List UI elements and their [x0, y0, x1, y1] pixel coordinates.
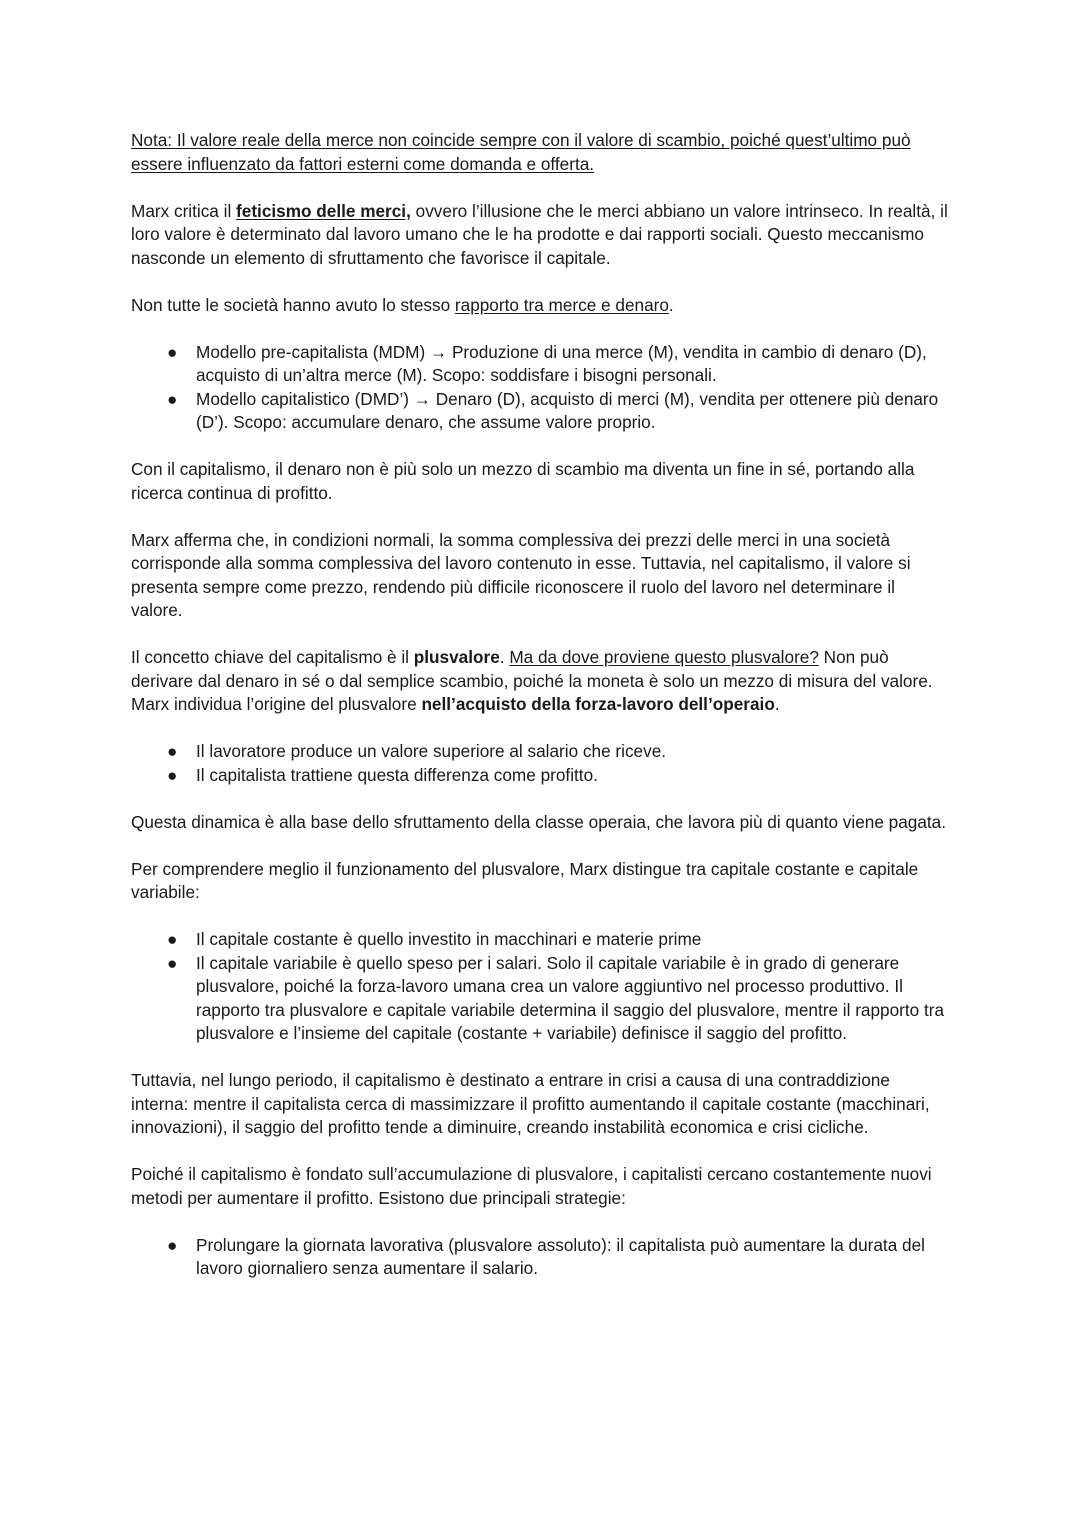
list-item — [131, 764, 951, 788]
plusvalore-post: . — [774, 694, 780, 714]
plusvalore-question: Ma da dove proviene questo plusvalore? — [509, 647, 819, 667]
strategie-list — [131, 1234, 951, 1281]
list-item — [131, 952, 951, 1046]
bullet-icon: ● — [167, 741, 178, 761]
list-item — [131, 928, 951, 952]
bullet-icon: ● — [167, 388, 178, 409]
feticismo-pre: Marx critica il — [131, 200, 237, 221]
list-item — [131, 1234, 951, 1281]
nota-paragraph — [131, 129, 951, 176]
modelli-list — [131, 341, 951, 435]
document-page — [131, 129, 951, 1304]
list-item-text: Prolungare la giornata lavorativa (plusvalore assoluto): il capitalista può aumentare la durata del lavoro giornaliero senza aumentare il salario. — [196, 1234, 925, 1278]
lavoratore-list — [131, 740, 951, 787]
rapporto-post: . — [668, 294, 674, 315]
list-item-text: Il capitalista trattiene questa differenza come profitto. — [196, 764, 598, 785]
feticismo-paragraph — [131, 200, 951, 271]
rapporto-underlined: rapporto tra merce e denaro — [454, 294, 669, 315]
distinzione-paragraph: Per comprendere meglio il funzionamento del plusvalore, Marx distingue tra capitale costante e capitale variabile: — [131, 858, 919, 902]
list-item — [131, 341, 951, 388]
rapporto-pre: Non tutte le società hanno avuto lo stesso — [131, 294, 455, 315]
plusvalore-paragraph — [131, 646, 951, 717]
list-item-text: Modello capitalistico (DMD’) → Denaro (D), acquisto di merci (M), vendita per ottenere più denaro (D’). Scopo: accumulare denaro, che assume valore proprio. — [196, 388, 939, 432]
bullet-icon: ● — [167, 952, 178, 973]
feticismo-post: ovvero l’illusione che le merci abbiano un valore intrinseco. In realtà, il loro valore è determinato dal lavoro umano che le ha prodotte e dai rapporti sociali. Questo meccanismo nasconde un elemento di sfruttamento che favorisce il capitale. — [131, 200, 948, 268]
rapporto-paragraph — [131, 294, 951, 318]
list-item — [131, 740, 951, 764]
list-item — [131, 388, 951, 435]
plusvalore-bold: plusvalore — [413, 647, 500, 667]
somma-prezzi-paragraph: Marx afferma che, in condizioni normali, la somma complessiva dei prezzi delle merci in una società corrisponde alla somma complessiva del lavoro contenuto in esse. Tuttavia, nel capitalismo, il valore si presenta sempre come prezzo, rendendo più difficile riconoscere il ruolo del lavoro nel determinare il valore. — [131, 529, 911, 620]
sfruttamento-paragraph: Questa dinamica è alla base dello sfruttamento della classe operaia, che lavora più di quanto viene pagata. — [131, 811, 947, 832]
bullet-icon: ● — [167, 764, 178, 785]
list-item-text: Il lavoratore produce un valore superiore al salario che riceve. — [196, 741, 667, 761]
plusvalore-pre: Il concetto chiave del capitalismo è il — [131, 647, 414, 667]
list-item-text: Il capitale costante è quello investito in macchinari e materie prime — [196, 929, 702, 949]
plusvalore-mid2: Non può derivare dal denaro in sé o dal semplice scambio, poiché la moneta è solo un mezzo di misura del valore. Marx individua l’origine del plusvalore — [131, 647, 933, 714]
bullet-icon: ● — [167, 341, 178, 362]
bullet-icon: ● — [167, 929, 178, 949]
crisi-paragraph: Tuttavia, nel lungo periodo, il capitalismo è destinato a entrare in crisi a causa di una contraddizione interna: mentre il capitalista cerca di massimizzare il profitto aumentando il capitale costante (macchinari, innovazioni), il saggio del profitto tende a diminuire, creando instabilità economica e crisi cicliche. — [131, 1070, 930, 1137]
capitalismo-denaro-paragraph: Con il capitalismo, il denaro non è più solo un mezzo di scambio ma diventa un fine in sé, portando alla ricerca continua di profitto. — [131, 459, 915, 503]
list-item-text: Modello pre-capitalista (MDM) → Produzione di una merce (M), vendita in cambio di denaro (D), acquisto di un’altra merce (M). Scopo: soddisfare i bisogni personali. — [196, 341, 927, 385]
bullet-icon: ● — [167, 1234, 178, 1255]
feticismo-bold: feticismo delle merci, — [236, 200, 411, 221]
nota-text: Nota: Il valore reale della merce non coincide sempre con il valore di scambio, poiché quest’ultimo può essere influenzato da fattori esterni come domanda e offerta. — [131, 130, 911, 174]
list-item-text: Il capitale variabile è quello speso per i salari. Solo il capitale variabile è in grado di generare plusvalore, poiché la forza-lavoro umana crea un valore aggiuntivo nel processo produttivo. Il rapporto tra plusvalore e capitale variabile determina il saggio del plusvalore, mentre il rapporto tra plusvalore e l’insieme del capitale (costante + variabile) definisce il saggio del profitto. — [196, 952, 945, 1043]
strategie-intro-paragraph: Poiché il capitalismo è fondato sull’accumulazione di plusvalore, i capitalisti cercano costantemente nuovi metodi per aumentare il profitto. Esistono due principali strategie: — [131, 1164, 932, 1208]
plusvalore-mid1: . — [499, 647, 510, 667]
plusvalore-origin-bold: nell’acquisto della forza-lavoro dell’operaio — [421, 694, 775, 714]
capitali-list — [131, 928, 951, 1046]
